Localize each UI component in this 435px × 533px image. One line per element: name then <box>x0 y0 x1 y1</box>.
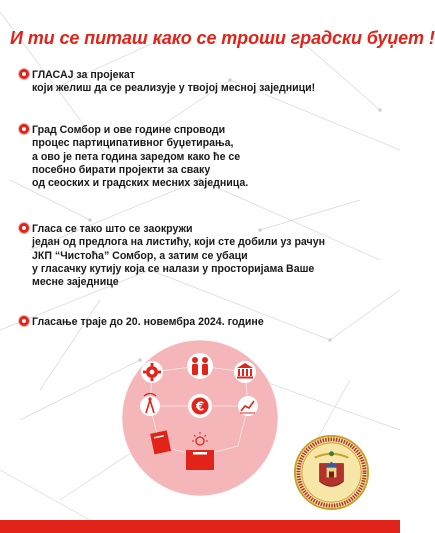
info-item-how-to-vote <box>32 223 325 289</box>
info-line: посебно бирати пројекти за сваку <box>32 163 211 176</box>
euro-icon <box>188 394 212 418</box>
info-line: месне заједнице <box>32 276 119 289</box>
city-seal-logo <box>293 434 370 511</box>
info-line: а ово је пета година заредом како ће се <box>32 150 241 163</box>
institution-icon <box>234 361 256 383</box>
bottom-accent-bar <box>0 520 400 533</box>
info-line: ЈКП “Чистоћа” Сомбор, а затим се убаци <box>32 249 248 262</box>
info-line: од сеоских и градских месних заједница. <box>32 177 249 190</box>
bullet-icon <box>19 69 29 79</box>
people-icon <box>187 353 213 379</box>
info-line: ГЛАСАЈ за пројекат <box>32 69 135 81</box>
info-line: Гласање траје до 20. новембра 2024. године <box>32 316 264 328</box>
info-line: који желиш да се реализује у твојој месној заједници! <box>32 82 316 95</box>
info-line: Гласа се тако што се заокружи <box>32 223 193 235</box>
info-line: у гласачку кутију која се налази у просторијама Ваше <box>32 262 315 275</box>
info-line: процес партиципативног буџетирања, <box>32 137 234 150</box>
info-line: Град Сомбор и ове године спроводи <box>32 124 226 136</box>
gear-icon <box>141 361 163 383</box>
bullet-icon <box>19 316 29 326</box>
bullet-icon <box>19 124 29 134</box>
chart-icon <box>238 396 258 416</box>
info-item-vote <box>32 69 315 96</box>
info-item-program <box>32 124 248 190</box>
info-item-deadline <box>32 316 264 329</box>
svg-text:€: € <box>195 399 205 414</box>
info-line: један од предлога на листићу, који сте добили уз рачун <box>32 236 325 249</box>
headline-text: И ти се питаш како се троши градски буџет <box>10 28 424 48</box>
budget-illustration <box>120 338 280 498</box>
bullet-icon <box>19 223 29 233</box>
headline <box>10 28 435 49</box>
headline-exclamation: ! <box>428 28 435 48</box>
